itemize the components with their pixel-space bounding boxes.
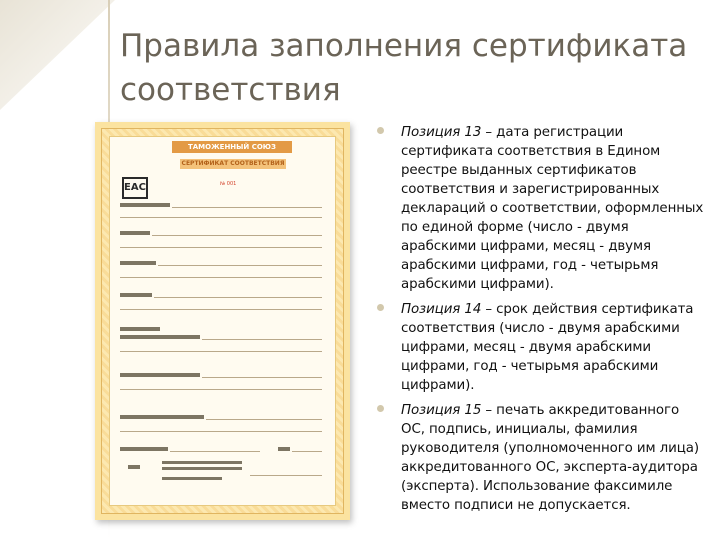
slide-title: Правила заполнения сертификата соответствия <box>120 28 688 108</box>
bullet-text: – дата регистрации сертификата соответствия в Едином реестре выданных сертификатов соответствия и зарегистрированных деклараций о соответствии, оформленных по единой форме (число - двумя арабскими цифрами, месяц - двумя арабскими цифрами, год - четырьмя арабскими цифрами). <box>401 125 704 292</box>
field-line <box>120 277 322 278</box>
bullet-icon <box>377 405 384 412</box>
field-label <box>162 467 242 470</box>
field-label <box>120 335 200 339</box>
field-label <box>120 261 156 265</box>
field-label <box>120 415 204 419</box>
certificate-image <box>95 122 350 520</box>
field-label <box>120 373 200 377</box>
certificate-number: № 001 <box>220 181 237 187</box>
bullet-text: – срок действия сертификата соответствия (число - двумя арабскими цифрами, месяц - двумя арабскими цифрами, год - четырьмя арабскими цифрами). <box>401 302 694 393</box>
field-line <box>170 451 260 452</box>
certificate-title: СЕРТИФИКАТ СООТВЕТСТВИЯ <box>181 160 285 167</box>
position-label: Позиция 14 <box>401 302 482 317</box>
field-line <box>154 297 322 298</box>
field-line <box>152 235 322 236</box>
bullet-item <box>375 401 705 515</box>
certificate-paper <box>109 136 336 506</box>
field-line <box>172 207 322 208</box>
corner-decoration <box>0 0 115 110</box>
field-line <box>120 309 322 310</box>
field-line <box>120 351 322 352</box>
field-label <box>162 477 222 480</box>
field-label <box>120 203 170 207</box>
field-label <box>120 327 160 331</box>
field-label <box>278 447 290 451</box>
field-line <box>158 265 322 266</box>
position-label: Позиция 15 <box>401 403 482 418</box>
field-line <box>120 217 322 218</box>
field-label <box>128 465 140 469</box>
field-label <box>162 461 242 464</box>
field-line <box>120 389 322 390</box>
bullet-item <box>375 300 705 395</box>
field-line <box>292 451 322 452</box>
field-line <box>120 247 322 248</box>
eac-logo: EAC <box>122 177 148 199</box>
field-line <box>202 377 322 378</box>
field-line <box>202 339 322 340</box>
field-label <box>120 231 150 235</box>
position-label: Позиция 13 <box>401 125 482 140</box>
bullet-text: – печать аккредитованного ОС, подпись, инициалы, фамилия руководителя (уполномоченного им лица) аккредитованного ОС, эксперта-аудитора (эксперта). Использование факсимиле вместо подписи не допускается. <box>401 403 699 513</box>
certificate-banner: ТАМОЖЕННЫЙ СОЮЗ <box>172 141 292 153</box>
field-line <box>250 475 322 476</box>
field-line <box>206 419 322 420</box>
field-line <box>120 431 322 432</box>
field-label <box>120 447 168 451</box>
bullet-icon <box>377 127 384 134</box>
bullet-icon <box>377 304 384 311</box>
field-label <box>120 293 152 297</box>
bullet-list <box>375 123 705 521</box>
bullet-item <box>375 123 705 294</box>
